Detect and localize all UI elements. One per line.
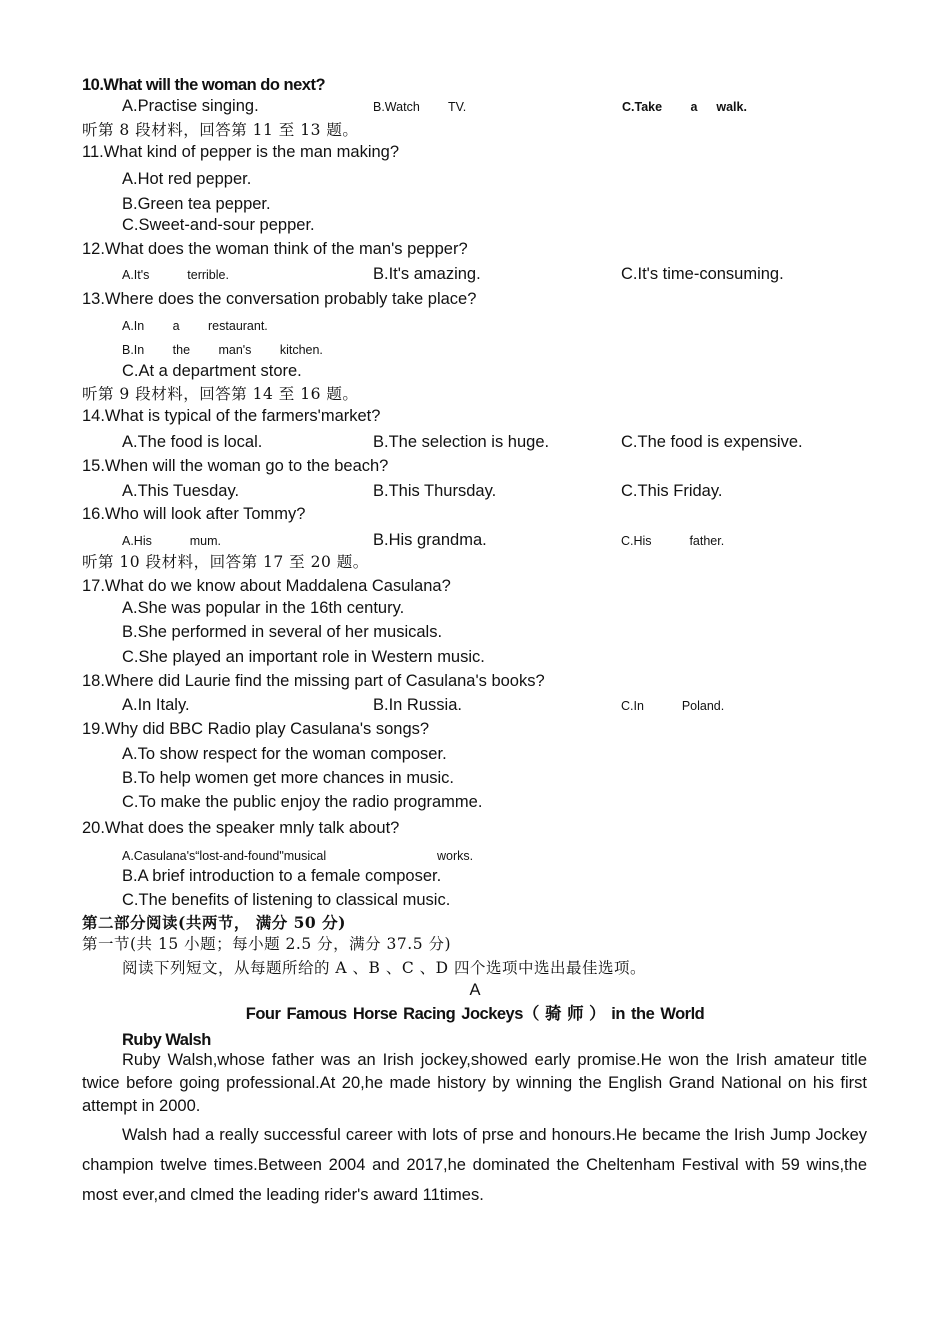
q20-option-a-end: works. [437, 849, 474, 863]
q20-option-c: C.The benefits of listening to classical music. [122, 891, 451, 909]
q12-option-b: B.It's amazing. [373, 265, 481, 283]
section-8-header: 听第 8 段材料，回答第 11 至 13 题。 [82, 121, 359, 139]
q13-option-b: B.In the man's kitchen. [122, 343, 323, 357]
passage-letter: A [469, 981, 481, 999]
q17-option-a: A.She was popular in the 16th century. [122, 599, 405, 617]
q10-option-b: B.Watch TV. [373, 100, 467, 114]
q14-option-a: A.The food is local. [122, 433, 263, 451]
question-10: 10.What will the woman do next? [82, 76, 326, 94]
passage-subheading: Ruby Walsh [122, 1031, 211, 1049]
q13-option-c: C.At a department store. [122, 362, 302, 380]
question-14: 14.What is typical of the farmers'market? [82, 407, 381, 425]
passage-title: Four Famous Horse Racing Jockeys（ 骑 师 ） in the World [245, 1005, 705, 1023]
part-2-header: 第二部分阅读(共两节， 满分 50 分) [82, 913, 346, 932]
q16-option-c: C.His father. [621, 534, 725, 548]
q15-option-b: B.This Thursday. [373, 482, 497, 500]
q15-option-c: C.This Friday. [621, 482, 723, 500]
q10-option-c: C.Take a walk. [622, 100, 747, 114]
question-13: 13.Where does the conversation probably take place? [82, 290, 477, 308]
section-10-header: 听第 10 段材料，回答第 17 至 20 题。 [82, 553, 369, 571]
q20-option-b: B.A brief introduction to a female composer. [122, 867, 442, 885]
q18-option-b: B.In Russia. [373, 696, 462, 714]
q12-option-c: C.It's time-consuming. [621, 265, 784, 283]
question-19: 19.Why did BBC Radio play Casulana's songs? [82, 720, 430, 738]
q12-option-a: A.It's terrible. [122, 268, 229, 282]
q13-option-a: A.In a restaurant. [122, 319, 268, 333]
passage-paragraph-2: Walsh had a really successful career with lots of prse and honours.He became the Irish Jump Jockey champion twelve times.Between 2004 and 2017,he dominated the Cheltenham Festival with 59 wins,the most ever,and clmed the leading rider's award 11times. [82, 1126, 867, 1204]
q11-option-c: C.Sweet-and-sour pepper. [122, 216, 315, 234]
q18-option-c: C.In Poland. [621, 699, 725, 713]
question-18: 18.Where did Laurie find the missing part of Casulana's books? [82, 672, 545, 690]
q15-option-a: A.This Tuesday. [122, 482, 240, 500]
question-16: 16.Who will look after Tommy? [82, 505, 306, 523]
q16-option-a: A.His mum. [122, 534, 222, 548]
q19-option-a: A.To show respect for the woman composer. [122, 745, 447, 763]
q11-option-a: A.Hot red pepper. [122, 170, 252, 188]
section-1-header: 第一节(共 15 小题；每小题 2.5 分，满分 37.5 分) [82, 935, 452, 953]
question-17: 17.What do we know about Maddalena Casulana? [82, 577, 451, 595]
q11-option-b: B.Green tea pepper. [122, 195, 271, 213]
q16-option-b: B.His grandma. [373, 531, 487, 549]
q20-option-a: A.Casulana's“lost-and-found"musical [122, 849, 327, 863]
passage-paragraph-1: Ruby Walsh,whose father was an Irish jockey,showed early promise.He won the Irish amateur title twice before going professional.At 20,he made history by winning the English Grand National on his first attempt in 2000. [82, 1051, 867, 1115]
q17-option-b: B.She performed in several of her musicals. [122, 623, 443, 641]
q18-option-a: A.In Italy. [122, 696, 190, 714]
question-12: 12.What does the woman think of the man's pepper? [82, 240, 468, 258]
q14-option-c: C.The food is expensive. [621, 433, 803, 451]
q19-option-c: C.To make the public enjoy the radio programme. [122, 793, 483, 811]
question-20: 20.What does the speaker mnly talk about? [82, 819, 400, 837]
reading-instruction: 阅读下列短文，从每题所给的 A 、B 、C 、D 四个选项中选出最佳选项。 [122, 959, 647, 977]
question-15: 15.When will the woman go to the beach? [82, 457, 389, 475]
question-11: 11.What kind of pepper is the man making? [82, 143, 400, 161]
q19-option-b: B.To help women get more chances in music. [122, 769, 454, 787]
section-9-header: 听第 9 段材料，回答第 14 至 16 题。 [82, 385, 359, 403]
q14-option-b: B.The selection is huge. [373, 433, 550, 451]
q17-option-c: C.She played an important role in Western music. [122, 648, 485, 666]
q10-option-a: A.Practise singing. [122, 97, 259, 115]
